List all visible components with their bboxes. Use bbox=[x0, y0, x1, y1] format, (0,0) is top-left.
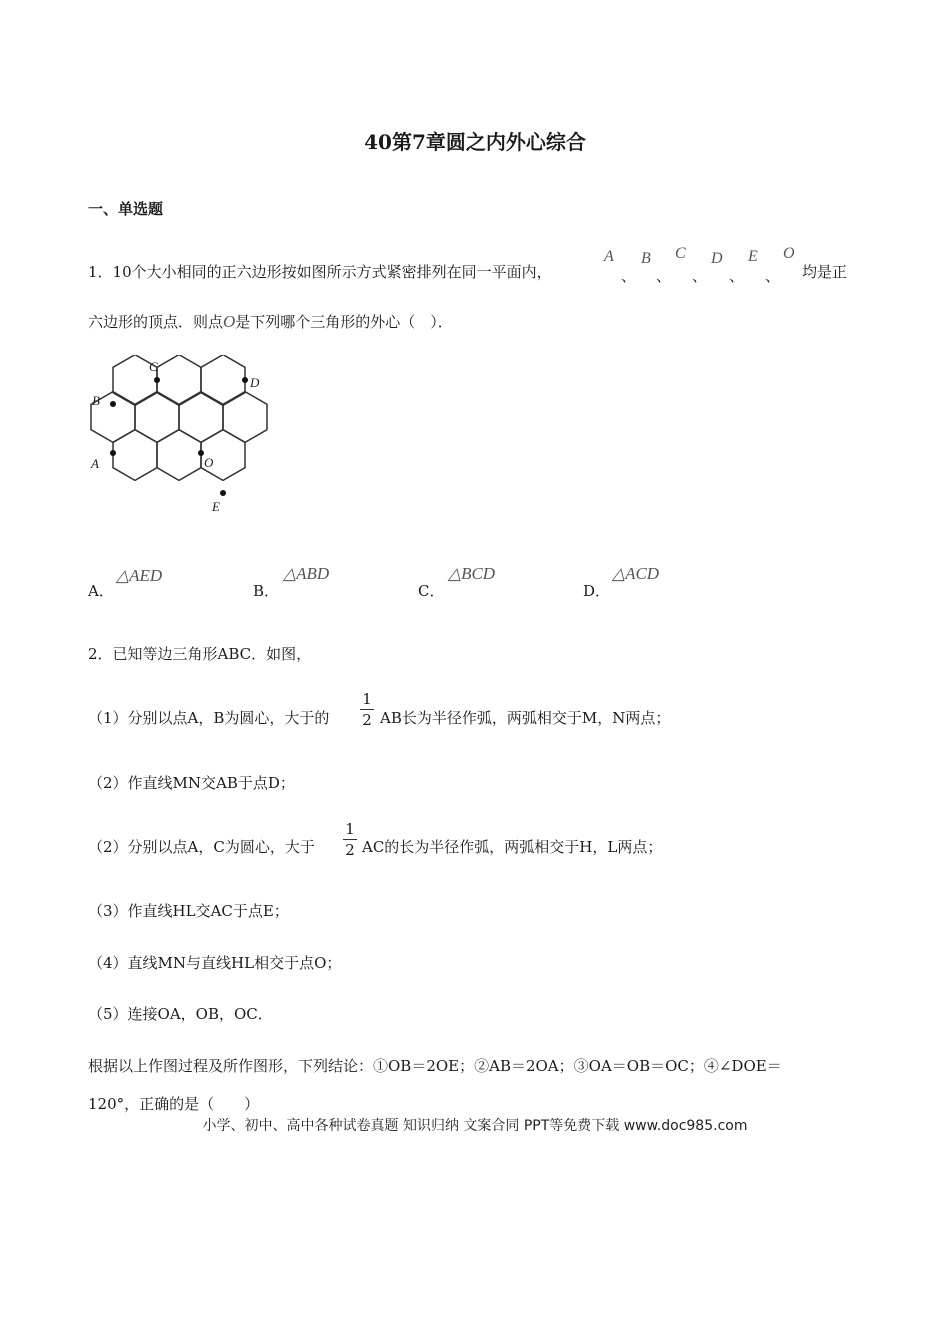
point-d-dot bbox=[242, 377, 248, 383]
q1-sep-2: 、 bbox=[656, 267, 672, 285]
q1-sep-3: 、 bbox=[692, 267, 708, 285]
q1-option-a-letter: A． bbox=[88, 582, 114, 600]
q1-option-c-math: △BCD bbox=[448, 564, 496, 583]
q1-point-o: O bbox=[783, 245, 795, 262]
q1-option-c-letter: C． bbox=[418, 582, 445, 600]
q2-step2: （2）作直线MN交AB于点D； bbox=[88, 774, 295, 792]
label-o: O bbox=[204, 455, 214, 470]
point-e-dot bbox=[220, 490, 226, 496]
q1-line2-a: 六边形的顶点．则点 bbox=[88, 313, 224, 331]
q1-sep-5: 、 bbox=[765, 267, 781, 285]
q1-option-a-math: △AED bbox=[116, 566, 163, 585]
hexagon-cell bbox=[157, 430, 201, 481]
q1-point-a: A bbox=[604, 248, 614, 265]
q2-conclusion-line1: 根据以上作图过程及所作图形，下列结论：①OB＝2OE；②AB＝2OA；③OA＝OB＝OC；④∠DOE＝ bbox=[88, 1057, 782, 1075]
label-d: D bbox=[250, 375, 260, 390]
q2-step3-b: AC的长为半径作弧，两弧相交于H，L两点； bbox=[362, 838, 663, 856]
point-c-dot bbox=[154, 377, 160, 383]
hexagon-figure bbox=[80, 355, 280, 520]
q1-option-d-letter: D． bbox=[583, 582, 611, 600]
q1-option-b-letter: B． bbox=[253, 582, 280, 600]
footer-text: 小学、初中、高中各种试卷真题 知识归纳 文案合同 PPT等免费下载 www.doc985.com bbox=[202, 1118, 748, 1134]
fraction-denominator: 2 bbox=[362, 711, 372, 729]
q1-line1: 1．10个大小相同的正六边形按如图所示方式紧密排列在同一平面内， bbox=[88, 263, 552, 281]
hexagon-cell bbox=[223, 392, 267, 443]
q1-line1-end: 均是正 bbox=[802, 263, 848, 281]
q2-step1-fraction bbox=[360, 690, 374, 729]
q1-option-b-math: △ABD bbox=[283, 564, 330, 583]
hexagon-cell bbox=[201, 355, 245, 405]
q2-step6: （5）连接OA，OB，OC． bbox=[88, 1005, 273, 1023]
q1-line2-b: 是下列哪个三角形的外心（ ）． bbox=[235, 313, 453, 331]
q1-line2-o: O bbox=[223, 312, 236, 331]
hexagon-cell bbox=[157, 355, 201, 405]
q1-point-c: C bbox=[675, 245, 686, 262]
fraction-numerator: 1 bbox=[362, 690, 372, 708]
q2-step5: （4）直线MN与直线HL相交于点O； bbox=[88, 954, 342, 972]
fraction-numerator: 1 bbox=[345, 820, 355, 838]
q2-step3-fraction bbox=[343, 820, 357, 859]
q1-point-d: D bbox=[711, 250, 723, 267]
q1-point-e: E bbox=[748, 248, 758, 265]
label-b: B bbox=[92, 393, 100, 408]
hexagon-grid bbox=[91, 355, 267, 480]
label-c: C bbox=[149, 359, 158, 374]
label-a: A bbox=[91, 456, 99, 471]
q1-sep-4: 、 bbox=[729, 267, 745, 285]
q1-point-b: B bbox=[641, 250, 651, 267]
q2-step4: （3）作直线HL交AC于点E； bbox=[88, 902, 289, 920]
q1-sep-1: 、 bbox=[621, 267, 637, 285]
section-heading: 一、单选题 bbox=[88, 200, 164, 218]
label-e: E bbox=[212, 499, 220, 514]
point-a-dot bbox=[110, 450, 116, 456]
q1-option-d-math: △ACD bbox=[612, 564, 660, 583]
hexagon-cell bbox=[135, 392, 179, 443]
hexagon-cell bbox=[179, 392, 223, 443]
q2-step1-a: （1）分别以点A，B为圆心，大于的 bbox=[88, 709, 330, 727]
q2-conclusion-line2: 120°，正确的是（ ） bbox=[88, 1095, 260, 1113]
q2-step1-b: AB长为半径作弧，两弧相交于M，N两点； bbox=[380, 709, 671, 727]
point-b-dot bbox=[110, 401, 116, 407]
q2-step3-a: （2）分别以点A，C为圆心，大于 bbox=[88, 838, 315, 856]
q1-line2 bbox=[88, 312, 453, 332]
fraction-denominator: 2 bbox=[345, 841, 355, 859]
q2-intro: 2．已知等边三角形ABC．如图， bbox=[88, 645, 312, 663]
hexagon-cell bbox=[113, 430, 157, 481]
page-title: 40第7章圆之内外心综合 bbox=[364, 130, 586, 154]
